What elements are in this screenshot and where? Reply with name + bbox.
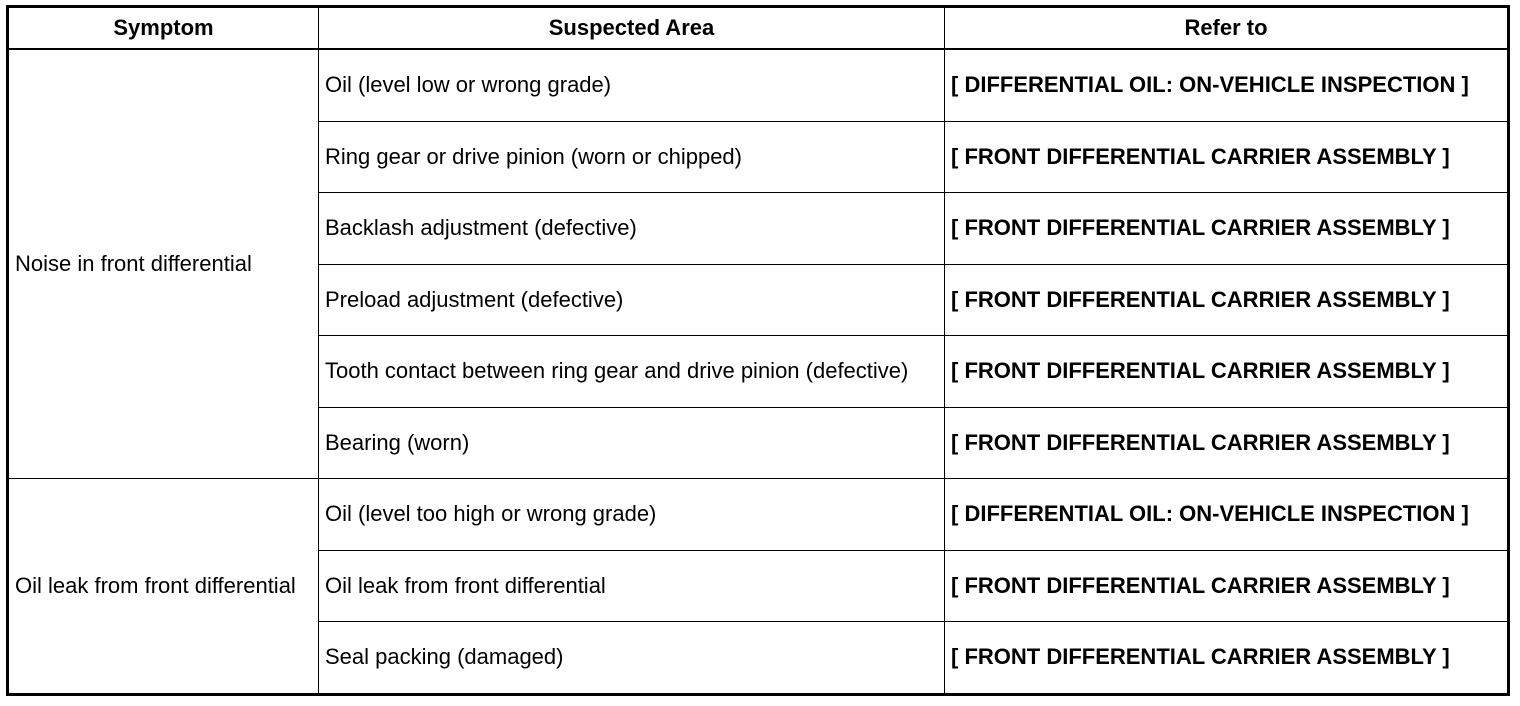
table-row bbox=[8, 49, 1509, 121]
header-symptom: Symptom bbox=[8, 7, 319, 50]
suspected-area-cell: Tooth contact between ring gear and drive pinion (defective) bbox=[319, 336, 945, 408]
refer-to-link[interactable]: [ FRONT DIFFERENTIAL CARRIER ASSEMBLY ] bbox=[945, 550, 1509, 622]
suspected-area-cell: Backlash adjustment (defective) bbox=[319, 193, 945, 265]
suspected-area-cell: Ring gear or drive pinion (worn or chipped) bbox=[319, 121, 945, 193]
suspected-area-cell: Oil (level low or wrong grade) bbox=[319, 49, 945, 121]
refer-to-link[interactable]: [ FRONT DIFFERENTIAL CARRIER ASSEMBLY ] bbox=[945, 264, 1509, 336]
symptom-cell: Noise in front differential bbox=[8, 49, 319, 479]
refer-to-link[interactable]: [ FRONT DIFFERENTIAL CARRIER ASSEMBLY ] bbox=[945, 193, 1509, 265]
header-refer-to: Refer to bbox=[945, 7, 1509, 50]
suspected-area-cell: Seal packing (damaged) bbox=[319, 622, 945, 695]
refer-to-link[interactable]: [ FRONT DIFFERENTIAL CARRIER ASSEMBLY ] bbox=[945, 336, 1509, 408]
symptom-cell: Oil leak from front differential bbox=[8, 479, 319, 695]
refer-to-link[interactable]: [ FRONT DIFFERENTIAL CARRIER ASSEMBLY ] bbox=[945, 622, 1509, 695]
suspected-area-cell: Oil leak from front differential bbox=[319, 550, 945, 622]
table-row bbox=[8, 479, 1509, 551]
refer-to-link[interactable]: [ DIFFERENTIAL OIL: ON-VEHICLE INSPECTION ] bbox=[945, 479, 1509, 551]
refer-to-link[interactable]: [ FRONT DIFFERENTIAL CARRIER ASSEMBLY ] bbox=[945, 121, 1509, 193]
table-header-row bbox=[8, 7, 1509, 50]
diagnosis-table bbox=[6, 5, 1510, 696]
refer-to-link[interactable]: [ FRONT DIFFERENTIAL CARRIER ASSEMBLY ] bbox=[945, 407, 1509, 479]
header-suspected-area: Suspected Area bbox=[319, 7, 945, 50]
refer-to-link[interactable]: [ DIFFERENTIAL OIL: ON-VEHICLE INSPECTION ] bbox=[945, 49, 1509, 121]
suspected-area-cell: Oil (level too high or wrong grade) bbox=[319, 479, 945, 551]
suspected-area-cell: Preload adjustment (defective) bbox=[319, 264, 945, 336]
suspected-area-cell: Bearing (worn) bbox=[319, 407, 945, 479]
